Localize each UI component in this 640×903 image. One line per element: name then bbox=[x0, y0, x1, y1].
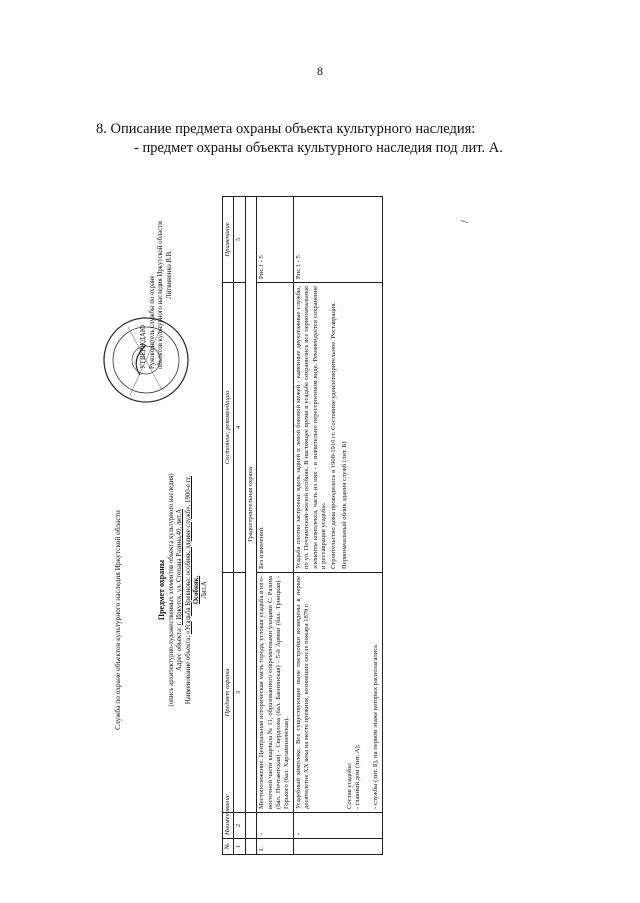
row-name: - bbox=[257, 813, 294, 839]
approval-signer: Литвиненко В.В. bbox=[165, 250, 173, 299]
name-value: «Усадьба Бревнова: особняк, здание служб», 1900-е гг. bbox=[184, 475, 192, 634]
row-num: I. bbox=[257, 839, 294, 855]
col-number: 4 bbox=[234, 283, 245, 573]
col-number: 5 bbox=[234, 197, 245, 283]
rotated-document-scan bbox=[100, 195, 500, 855]
row-state: Без изменений. bbox=[257, 283, 294, 573]
row-name: - bbox=[293, 813, 382, 839]
table-row bbox=[293, 197, 382, 855]
document-header bbox=[100, 195, 220, 855]
subject-title: Предмет охраны bbox=[157, 559, 166, 621]
row-subject-extra: Состав усадьбы: bbox=[345, 762, 353, 809]
object-address bbox=[176, 325, 184, 855]
subject-subtitle: (опись архитектурно-художественных элементов объекта культурного наследия) bbox=[168, 473, 175, 707]
table-header-row bbox=[223, 197, 234, 855]
section-heading bbox=[96, 120, 503, 158]
row-state-extra: Первоначальный облик здания служб (лит. Б) bbox=[340, 441, 348, 569]
column-number-row bbox=[234, 197, 245, 855]
object-name bbox=[185, 325, 193, 855]
row-state-cell bbox=[293, 283, 382, 573]
heading-line-1: 8. Описание предмета охраны объекта культурного наследия: bbox=[96, 121, 476, 137]
col-number: 1 bbox=[234, 839, 245, 855]
row-subject-extra: - главный дом (лит. А); bbox=[354, 744, 362, 809]
agency-name: Служба по охране объектов культурного наследия Иркутской области bbox=[113, 510, 122, 730]
address-value: г. Иркутск, ул. Степана Разина,40, лит.А bbox=[176, 509, 184, 626]
name-label: Наименование объекта: bbox=[184, 634, 192, 705]
address-label: Адрес объекта: bbox=[176, 625, 184, 671]
subject-description bbox=[168, 325, 209, 855]
col-number: 3 bbox=[234, 573, 245, 813]
col-number: 2 bbox=[234, 813, 245, 839]
page-signature: / bbox=[460, 220, 471, 223]
col-header-subject: Предмет охраны bbox=[223, 573, 234, 813]
osobnyak-label: Особняк. bbox=[192, 575, 200, 605]
approval-line-1: Руководитель службы по охране bbox=[148, 275, 156, 369]
section-title: Градостроительная охрана bbox=[245, 197, 256, 813]
row-state-extra: Строительство дома проводилось в 1908-1910 гг. Состояние удовлетворительное. Реставрация. bbox=[330, 301, 338, 569]
row-subject: Усадебный комплекс. Все существующие ныне постройки возведены в первое десятилетие XX века на месте прежних, возникших после пожара 1879 г. bbox=[294, 576, 311, 809]
row-subject: Местоположение. Центральная историческая часть города, угловая усадьба в юго-восточной части квартала № 11, образованного современными улицами С. Разина (бал. Почтамтская) - Свердлова (бал. Баснинская) - 5-й Армии (бал. Троицкая) - Горького (бал. Харлампиевская). bbox=[257, 573, 294, 813]
lit-label: Лит.А bbox=[201, 581, 209, 599]
page-number: 8 bbox=[317, 64, 323, 78]
protection-subject-table bbox=[222, 196, 383, 855]
row-note: Рис.1 - 5 bbox=[293, 197, 382, 283]
table-row bbox=[257, 197, 294, 855]
row-state: Усадьба плотно застроена: вдоль задней и левой боковой межей - каменные двухэтажные службы, по ул. Почтамтской-жилой особняк. В настоящее время в усадьбе сохранились все первоначальные элементы комплекса, часть из них - в значительно перестроенном виде. Рекомендуется сохранение и реставрация усадьбы. bbox=[294, 286, 328, 569]
row-subject-extra: - службы (лит. Б), на первом этаже которых располагались bbox=[372, 644, 380, 809]
approval-title: УТВЕРЖДАЮ bbox=[140, 325, 147, 369]
heading-line-2: - предмет охраны объекта культурного наследия под лит. А. bbox=[134, 140, 503, 156]
row-subject-cell bbox=[293, 573, 382, 813]
approval-line-2: объектов культурного наследия Иркутской области bbox=[157, 221, 165, 369]
section-row bbox=[245, 197, 256, 855]
col-header-state: Состояние, рекомендации bbox=[223, 283, 234, 573]
row-num bbox=[293, 839, 382, 855]
col-header-num: № bbox=[223, 839, 234, 855]
col-header-note: Примечание bbox=[223, 197, 234, 283]
row-note: Рис.1 - 5 bbox=[257, 197, 294, 283]
col-header-name: Наименование bbox=[223, 813, 234, 839]
